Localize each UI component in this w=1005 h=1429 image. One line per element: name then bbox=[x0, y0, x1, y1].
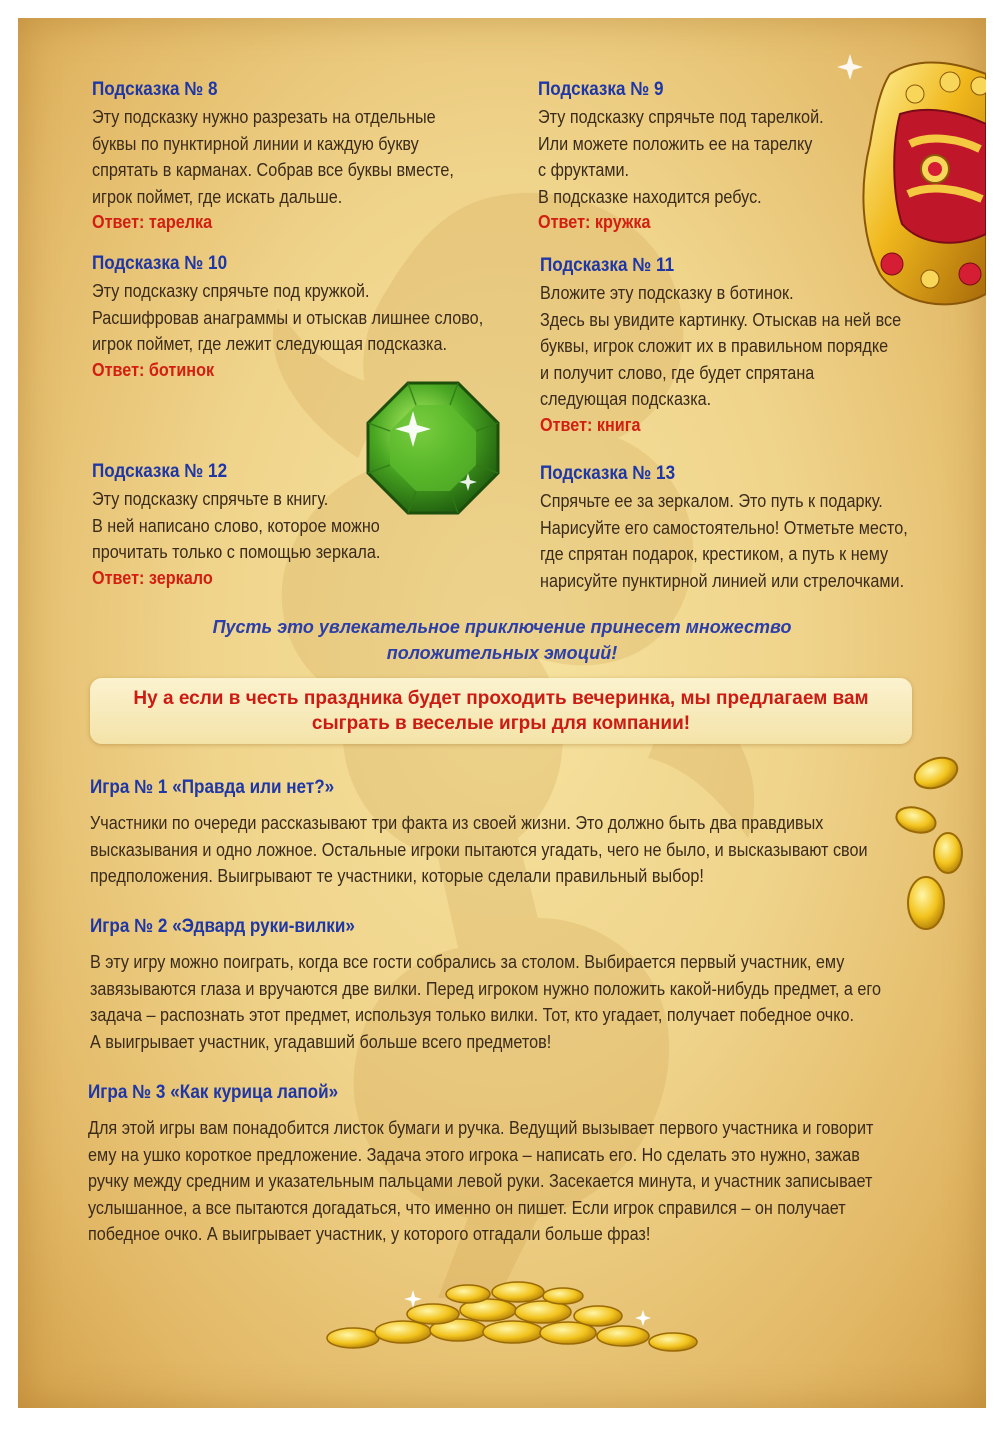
hint-13 bbox=[540, 462, 949, 594]
game-title: Игра № 1 «Правда или нет?» bbox=[90, 777, 335, 798]
hint-title: Подсказка № 10 bbox=[92, 253, 228, 274]
wish-line-2: положительных эмоций! bbox=[386, 643, 618, 663]
hint-text: Спрячьте ее за зеркалом. Это путь к подарку. Нарисуйте его самостоятельно! Отметьте место, где спрятан подарок, крестиком, а путь к нему нарисуйте пунктирной линией или стрелочками. bbox=[540, 491, 908, 591]
crown-icon bbox=[830, 34, 986, 324]
hint-text: Вложите эту подсказку в ботинок. Здесь вы увидите картинку. Отыскав на ней все буквы, игрок сложит их в правильном порядке и получит слово, где будет спрятана следующая подсказка. bbox=[540, 283, 902, 409]
game-3 bbox=[88, 1081, 961, 1248]
hint-answer: Ответ: тарелка bbox=[92, 212, 213, 232]
hint-text: Эту подсказку спрячьте под кружкой. Расшифровав анаграммы и отыскав лишнее слово, игрок поймет, где лежит следующая подсказка. bbox=[92, 281, 484, 354]
hint-answer: Ответ: ботинок bbox=[92, 359, 215, 380]
hint-title: Подсказка № 8 bbox=[92, 79, 218, 100]
coin-pile-icon bbox=[313, 1270, 703, 1360]
game-title: Игра № 2 «Эдвард руки-вилки» bbox=[90, 916, 355, 937]
hint-9 bbox=[538, 78, 855, 235]
game-2 bbox=[90, 915, 969, 1055]
hint-text: Эту подсказку спрячьте в книгу. В ней написано слово, которое можно прочитать только с помощью зеркала. bbox=[92, 489, 381, 562]
hint-title: Подсказка № 13 bbox=[540, 463, 676, 484]
game-title: Игра № 3 «Как курица лапой» bbox=[88, 1082, 339, 1103]
wish-line-1: Пусть это увлекательное приключение принесет множество bbox=[212, 617, 792, 637]
banner-text: Ну а если в честь праздника будет проходить вечеринка, мы предлагаем вам сыграть в веселые игры для компании! bbox=[133, 688, 869, 734]
hint-10 bbox=[92, 252, 527, 383]
emerald-gem-icon bbox=[358, 373, 508, 523]
game-text: Участники по очереди рассказывают три факта из своей жизни. Это должно быть два правдивых высказывания и одно ложное. Остальные игроки пытаются угадать, чего не было, и высказывают свои предположения. Выигрывают те участники, которые сделали правильный выбор! bbox=[90, 813, 868, 886]
hint-answer: Ответ: книга bbox=[540, 414, 641, 435]
hint-title: Подсказка № 11 bbox=[540, 255, 675, 276]
hint-title: Подсказка № 12 bbox=[92, 461, 228, 482]
parchment-page bbox=[18, 18, 986, 1408]
gold-coins-icon bbox=[886, 748, 986, 938]
hint-answer: Ответ: кружка bbox=[538, 212, 651, 232]
hint-answer: Ответ: зеркало bbox=[92, 567, 213, 588]
game-text: В эту игру можно поиграть, когда все гости собрались за столом. Выбирается первый участник, ему завязываются глаза и вручаются две вилки. Перед игроком нужно положить какой-нибудь предмет, а его задача – распознать этот предмет, используя только вилки. Тот, кто угадает, получает победное очко. А выигрывает участник, угадавший больше всего предметов! bbox=[90, 952, 881, 1052]
hint-text: Эту подсказку спрячьте под тарелкой. Или можете положить ее на тарелку с фруктами. В подсказке находится ребус. bbox=[538, 107, 824, 207]
hint-8 bbox=[92, 78, 494, 235]
hint-text: Эту подсказку нужно разрезать на отдельные буквы по пунктирной линии и каждую букву спрятать в карманах. Собрав все буквы вместе, игрок поймет, где искать дальше. bbox=[92, 107, 454, 207]
party-banner bbox=[90, 678, 912, 744]
game-text: Для этой игры вам понадобится листок бумаги и ручка. Ведущий вызывает первого участника и говорит ему на ушко короткое предложение. Задача этого игрока – написать его. Но сделать это нужно, зажав ручку между средним и указательным пальцами левой руки. Засекается минута, и участник записывает услышанное, а все пытаются догадаться, что именно он пишет. Если игрок справился – он получает победное очко. А выигрывает участник, у которого отгадали больше фраз! bbox=[88, 1118, 874, 1244]
game-1 bbox=[90, 776, 954, 890]
hint-title: Подсказка № 9 bbox=[538, 79, 664, 100]
